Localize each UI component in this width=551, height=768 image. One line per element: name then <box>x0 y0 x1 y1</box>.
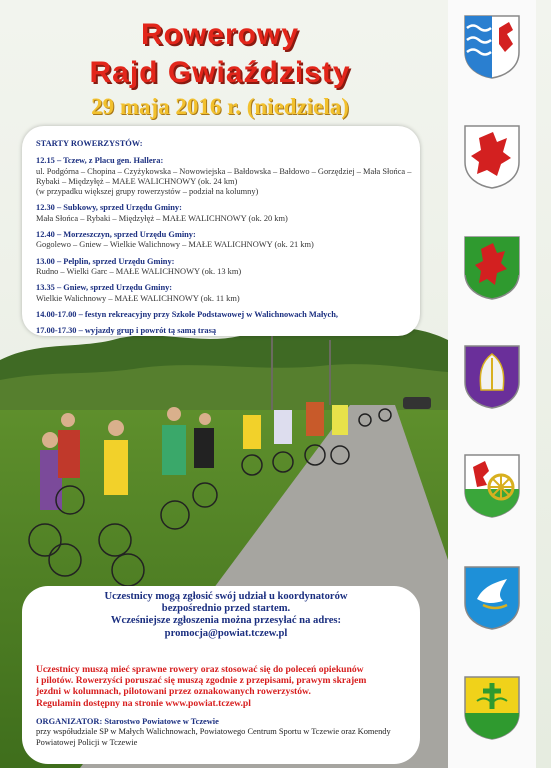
rules-line: jezdni w kolumnach, pilotowani przez oznakowanych rowerzystów. <box>36 686 311 698</box>
start-item-title: 12.30 – Subkowy, sprzed Urzędu Gminy: <box>36 203 182 213</box>
registration-line: Wcześniejsze zgłoszenia można przesyłać na adres: <box>110 615 342 627</box>
registration-email: promocja@powiat.tczew.pl <box>164 627 288 639</box>
starts-list <box>36 139 416 342</box>
rules-line: Regulamin dostępny na stronie www.powiat.tczew.pl <box>36 697 251 709</box>
start-item <box>36 283 416 304</box>
registration-line: Uczestnicy mogą zgłosić swój udział u koordynatorów <box>104 591 348 602</box>
organizer-line: przy współudziale SP w Małych Walichnowach, Powiatowego Centrum Sportu w Tczewie oraz Komendy <box>36 727 391 737</box>
start-item-route: Wielkie Walichnowy – MAŁE WALICHNOWY (ok. 11 km) <box>36 293 240 303</box>
start-item <box>36 257 416 278</box>
griffin-green-crest-icon <box>463 235 521 301</box>
return-line: 17.00-17.30 – wyjazdy grup i powrót tą samą trasą <box>36 326 217 336</box>
start-item-route: Rudno – Wielki Garc – MAŁE WALICHNOWY (ok. 13 km) <box>36 266 242 276</box>
starts-heading: STARTY ROWERZYSTÓW: <box>36 139 143 148</box>
poster-title-line2: Rajd Gwiaździsty <box>89 56 351 89</box>
start-item <box>36 230 416 251</box>
griffin-wheel-crest-icon <box>463 453 521 519</box>
start-item-title: 13.35 – Gniew, sprzed Urzędu Gminy: <box>36 283 173 293</box>
start-item-title: 12.40 – Morzeszczyn, sprzed Urzędu Gminy: <box>36 230 196 240</box>
start-item-route: Mała Słońca – Rybaki – Międzyłęż – MAŁE WALICHNOWY (ok. 20 km) <box>36 213 288 223</box>
start-item-route: ul. Podgórna – Chopina – Czyżykowska – Nowowiejska – Bałdowska – Bałdowo – Gorzędziej – Mała Słońca – Rybaki – Międzyłęż – MAŁE WALICHNOWY (ok. 24 km) <box>36 166 412 186</box>
mitre-crest-icon <box>463 344 521 410</box>
festyn-line: 14.00-17.00 – festyn rekreacyjny przy Szkole Podstawowej w Walichnowach Małych, <box>36 309 338 319</box>
griffin-wave-crest-icon <box>463 14 521 80</box>
registration-line: bezpośrednio przed startem. <box>161 603 291 615</box>
rules-info <box>36 664 416 709</box>
organizer-info <box>36 717 426 748</box>
start-item-title: 13.00 – Pelplin, sprzed Urzędu Gminy: <box>36 256 175 266</box>
start-item-title: 12.15 – Tczew, z Placu gen. Hallera: <box>36 156 164 166</box>
organizer-label: ORGANIZATOR: Starostwo Powiatowe w Tczewie <box>36 717 219 726</box>
red-griffin-crest-icon <box>463 124 521 190</box>
start-item-route: Gogolewo – Gniew – Wielkie Walichnowy – MAŁE WALICHNOWY (ok. 21 km) <box>36 240 314 250</box>
rules-line: i pilotów. Rowerzyści poruszać się muszą zgodnie z przepisami, prawym skrajem <box>36 675 367 687</box>
rules-line: Uczestnicy muszą mieć sprawne rowery oraz stosować się do poleceń opiekunów <box>36 664 364 675</box>
poster-title-line1: Rowerowy <box>140 18 300 51</box>
organizer-line: Powiatowej Policji w Tczewie <box>36 737 138 747</box>
start-item-note: (w przypadku większej grupy rowerzystów – podział na kolumny) <box>36 187 259 197</box>
start-item <box>36 203 416 224</box>
dove-crest-icon <box>463 565 521 631</box>
registration-info <box>36 591 416 640</box>
event-date: 29 maja 2016 r. (niedziela) <box>91 94 349 119</box>
start-item <box>36 156 416 197</box>
cross-crest-icon <box>463 675 521 741</box>
